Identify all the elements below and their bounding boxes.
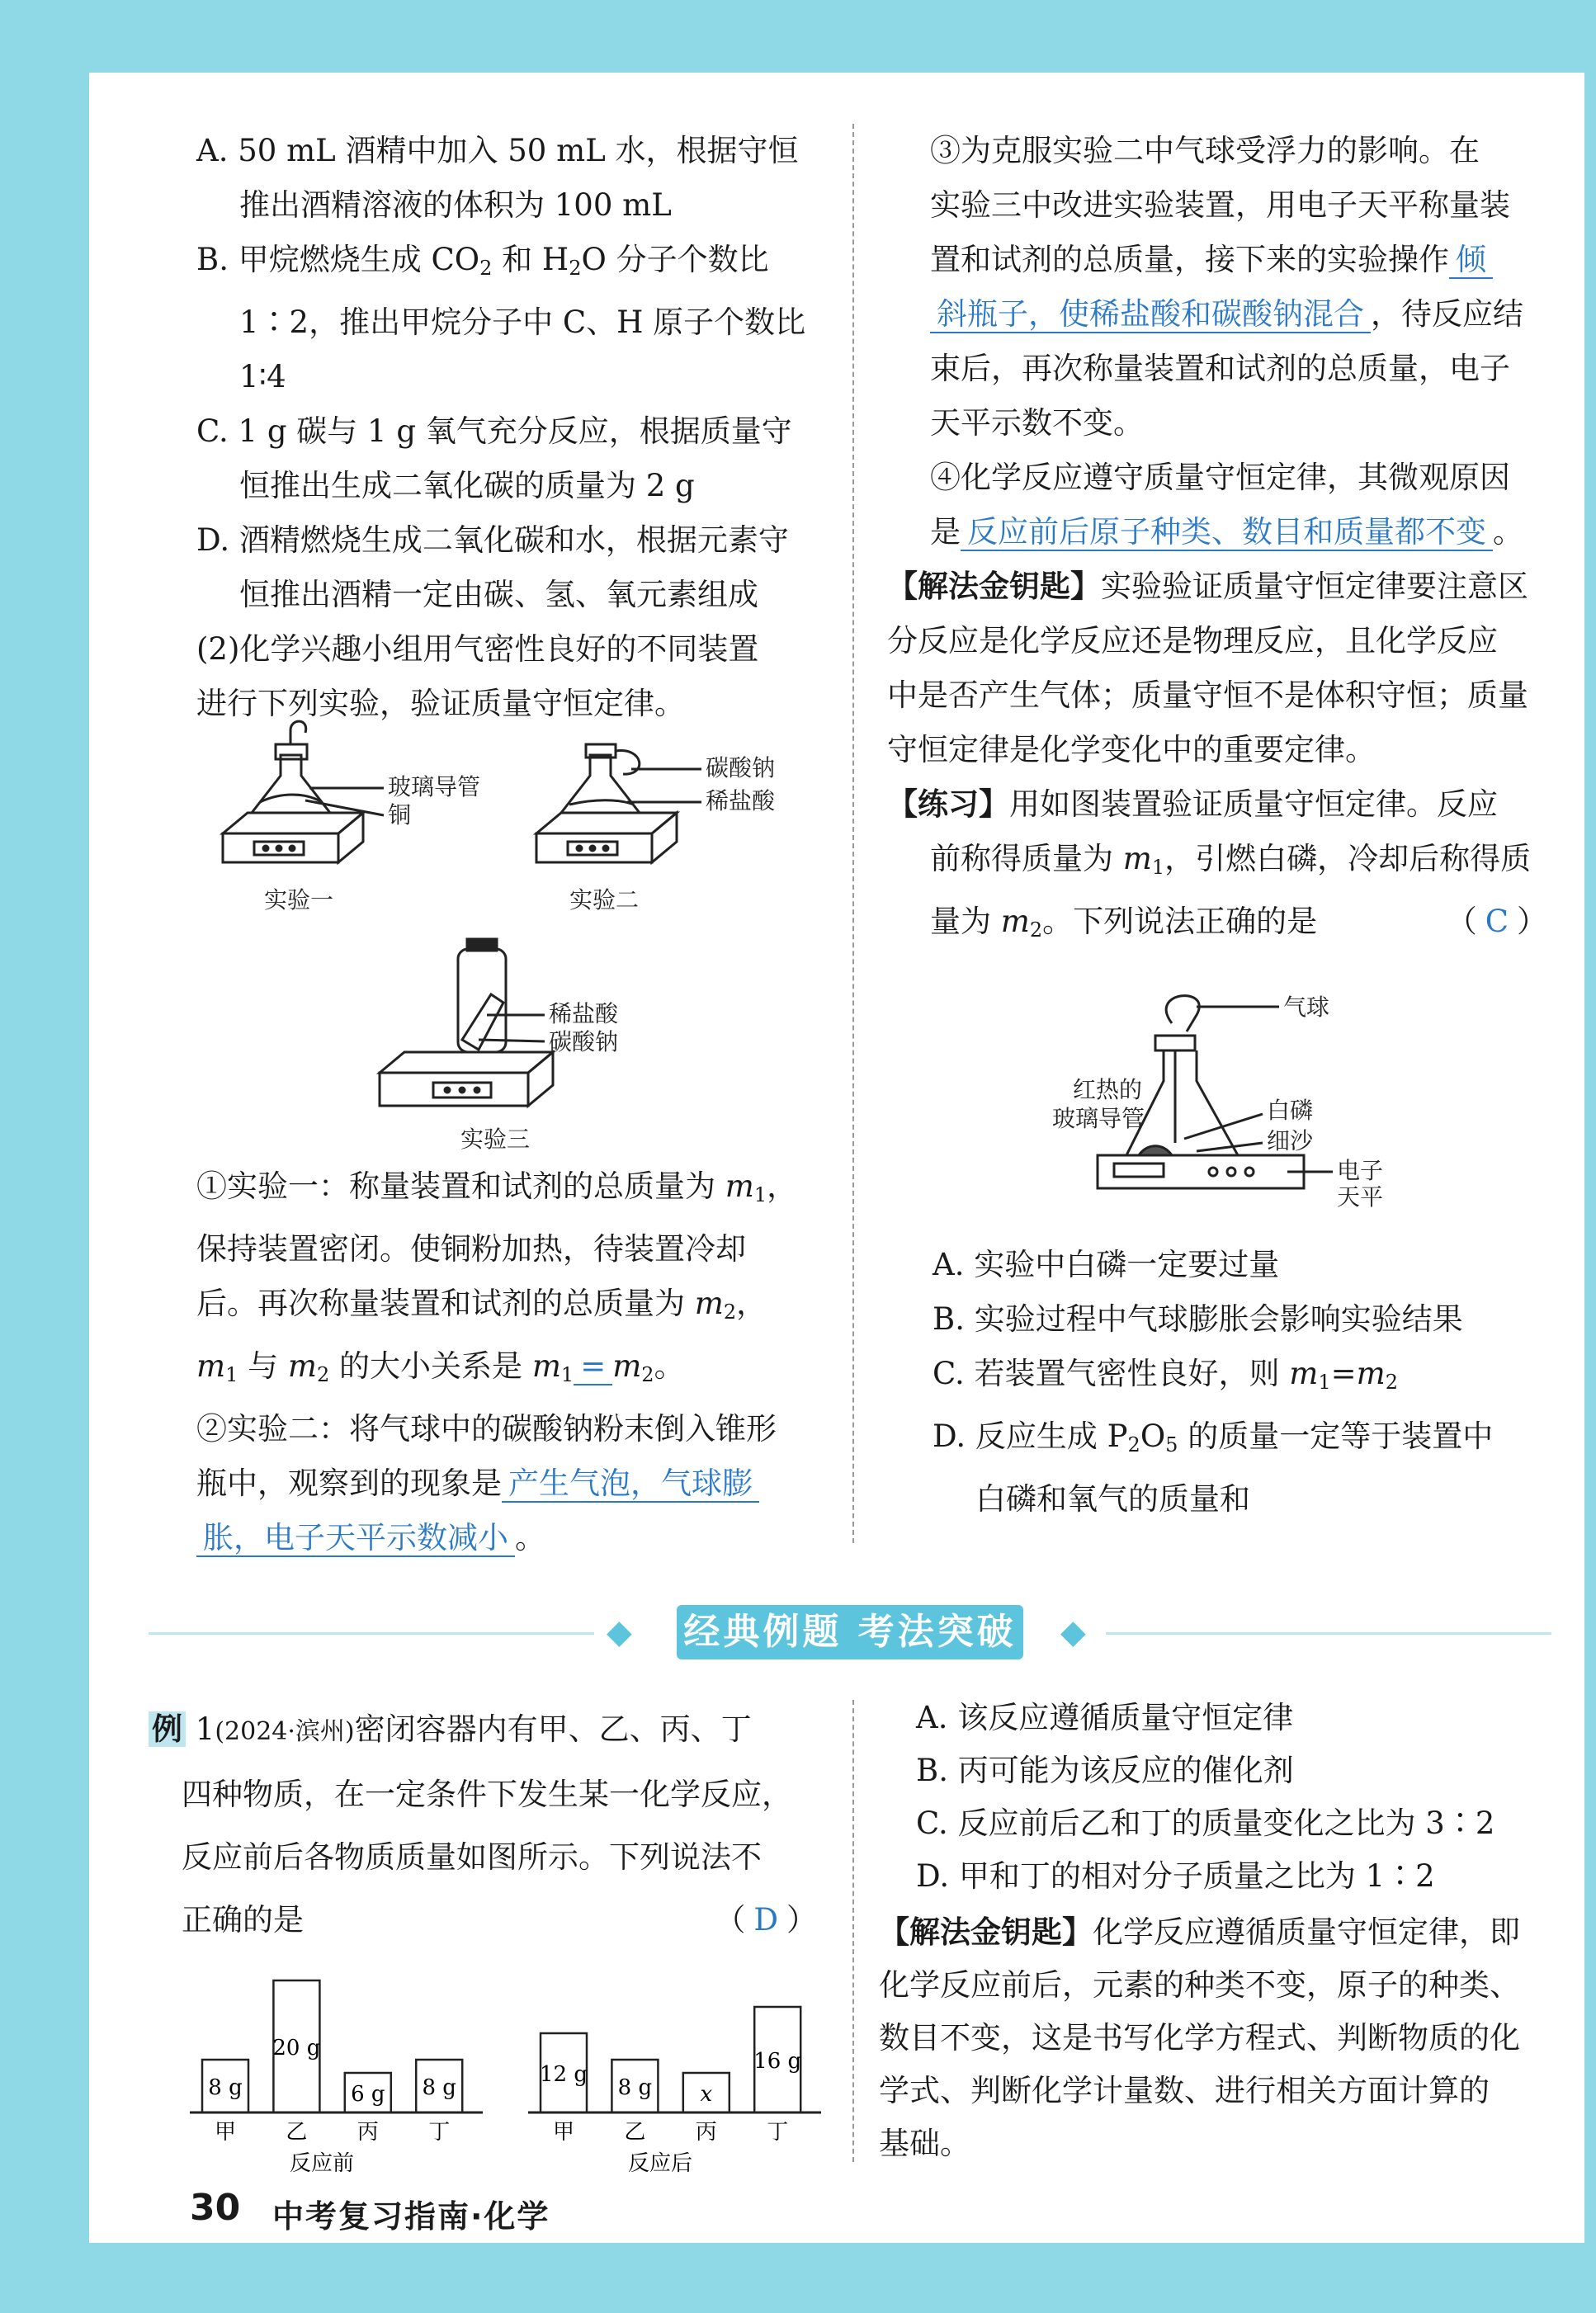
fig3-label-na: 碳酸钠: [549, 1028, 619, 1055]
step1-line2: 保持装置密闭。使铜粉加热，待装置冷却: [196, 1231, 746, 1267]
banner-diamond-left: ◆: [607, 1613, 632, 1651]
chart-data-label: 8 g: [422, 2075, 456, 2100]
step3-line6: 天平示数不变。: [930, 405, 1144, 441]
chart-data-label: 12 g: [540, 2062, 588, 2087]
option-c-line1: C. 1 g 碳与 1 g 氧气充分反应，根据质量守: [196, 413, 792, 449]
left-column: [196, 124, 840, 731]
fig1-label-tube: 玻璃导管: [388, 773, 481, 800]
chart-category-label: 甲: [214, 2120, 237, 2145]
option-a-line1: A. 50 mL 酒精中加入 50 mL 水，根据守恒: [196, 133, 799, 168]
practice-option-d-line1: D. 反应生成 $P_2O_5$ 的质量一定等于装置中: [933, 1418, 1494, 1456]
option-b-line2: 1∶2，推出甲烷分子中 C、H 原子个数比: [239, 304, 806, 340]
experiment-3-figure: [380, 939, 553, 1106]
fig2-caption: 实验二: [569, 886, 640, 913]
answer-step2-part2: 胀，电子天平示数减小: [196, 1520, 515, 1557]
fig4-tube-label1: 红热的: [1073, 1076, 1143, 1103]
example-key-line5: 基础。: [879, 2126, 970, 2161]
example-option-a: A. 该反应遵循质量守恒定律: [916, 1700, 1294, 1735]
practice-line3: 量为 $m_2$。下列说法正确的是 （ C ）: [930, 904, 1547, 942]
example-option-c: C. 反应前后乙和丁的质量变化之比为 3∶2: [916, 1806, 1495, 1841]
step2-line2: 瓶中，观察到的现象是 产生气泡，气球膨: [196, 1456, 840, 1511]
chart-category-label: 乙: [624, 2120, 646, 2145]
fig1-label-cu: 铜: [388, 801, 412, 828]
fig4-p-label: 白磷: [1267, 1097, 1314, 1124]
option-a-line2: 推出酒精溶液的体积为 100 mL: [239, 187, 672, 223]
example-line4: 正确的是 （ D ）: [182, 1902, 817, 1938]
chart-title: 反应前: [289, 2151, 355, 2176]
practice-figure: [1052, 990, 1452, 1238]
chart-category-label: 丁: [428, 2120, 451, 2145]
key-line3: 中是否产生气体；质量守恒不是体积守恒；质量: [887, 677, 1528, 713]
option-d-line2: 恒推出酒精一定由碳、氢、氧元素组成: [239, 577, 758, 612]
page-number: 30: [190, 2187, 241, 2229]
practice-answer: C: [1485, 904, 1509, 939]
step3-line3: 置和试剂的总质量，接下来的实验操作 倾: [887, 233, 1564, 287]
step4-line2: 是 反应前后原子种类、数目和质量都不变 。: [930, 514, 1523, 550]
step4-line1: ④化学反应遵守质量守恒定律，其微观原因: [930, 460, 1510, 495]
example-line1: 例 1(2024·滨州)密闭容器内有甲、乙、丙、丁: [149, 1698, 825, 1763]
step3-line2: 实验三中改进实验装置，用电子天平称量装: [930, 187, 1510, 223]
step2-line3: 胀，电子天平示数减小 。: [196, 1511, 840, 1565]
example-bar-charts: [190, 1947, 833, 2176]
practice-option-a: A. 实验中白磷一定要过量: [933, 1247, 1280, 1282]
example-answer: D: [753, 1902, 778, 1938]
experiment-2-figure: [536, 744, 701, 862]
question-2-line1: (2)化学兴趣小组用气密性良好的不同装置: [196, 631, 759, 667]
fig4-sand-label: 细沙: [1267, 1127, 1314, 1154]
experiment-1-figure: [223, 721, 384, 862]
example-line3: 反应前后各物质质量如图所示。下列说法不: [182, 1839, 762, 1875]
option-c-line2: 恒推出生成二氧化碳的质量为 2 g: [239, 468, 695, 503]
chart-category-label: 丙: [695, 2120, 717, 2145]
banner-diamond-right: ◆: [1060, 1613, 1086, 1651]
step1-line1: ①实验一：称量装置和试剂的总质量为 $m_1$，: [196, 1168, 798, 1206]
chart-data-label: 8 g: [617, 2075, 653, 2100]
example-key-line1: 【解法金钥匙】化学反应遵循质量守恒定律，即: [879, 1914, 1520, 1950]
fig4-balance-label1: 电子: [1337, 1157, 1384, 1184]
step3-line4: 斜瓶子，使稀盐酸和碳酸钠混合 ，待反应结: [887, 287, 1564, 342]
practice-option-d-line2: 白磷和氧气的质量和: [975, 1481, 1250, 1517]
chart-category-label: 丁: [767, 2120, 789, 2145]
section-banner: 经典例题 考法突破: [677, 1605, 1023, 1659]
chart-category-label: 丙: [357, 2120, 379, 2145]
step1-line4: $m_1$ 与 $m_2$ 的大小关系是 $m_1 = m_2$。: [196, 1348, 685, 1386]
fig4-balloon-label: 气球: [1283, 994, 1330, 1021]
fig2-label-na: 碳酸钠: [706, 754, 776, 781]
example-options: [916, 1692, 1568, 1903]
option-d-line1: D. 酒精燃烧生成二氧化碳和水，根据元素守: [196, 522, 789, 558]
key-line1: 【解法金钥匙】实验验证质量守恒定律要注意区: [887, 569, 1528, 604]
step3-line5: 束后，再次称量装置和试剂的总质量，电子: [930, 351, 1510, 386]
practice-line1: 【练习】用如图装置验证质量守恒定律。反应: [887, 786, 1498, 822]
option-b-line3: 1∶4: [239, 359, 286, 394]
step2-line1: ②实验二：将气球中的碳酸钠粉末倒入锥形: [196, 1411, 777, 1447]
fig3-label-hcl: 稀盐酸: [549, 1000, 619, 1027]
fig4-tube-label2: 玻璃导管: [1052, 1105, 1145, 1132]
answer-step3-part2: 斜瓶子，使稀盐酸和碳酸钠混合: [930, 296, 1371, 333]
fig3-caption: 实验三: [460, 1126, 531, 1153]
example-key: [879, 1906, 1564, 2170]
chart-data-label: 16 g: [753, 2049, 802, 2074]
example-tag: 例: [149, 1711, 186, 1747]
chart-title: 反应后: [627, 2151, 693, 2176]
example-option-b: B. 丙可能为该反应的催化剂: [916, 1753, 1294, 1788]
practice-options: [933, 1238, 1576, 1527]
book-title: 中考复习指南·化学: [272, 2198, 550, 2235]
banner-line-right: [1106, 1632, 1551, 1635]
practice-option-c: C. 若装置气密性良好，则 $m_1=m_2$: [933, 1356, 1399, 1394]
fig1-caption: 实验一: [264, 886, 334, 913]
chart-category-label: 乙: [286, 2120, 308, 2145]
answer-step2-part1: 产生气泡，气球膨: [502, 1466, 759, 1503]
banner-line-left: [149, 1632, 594, 1635]
answer-step1: =: [574, 1348, 612, 1385]
chart-data-label: 8 g: [208, 2075, 243, 2100]
step3-line1: ③为克服实验二中气球受浮力的影响。在: [930, 133, 1480, 168]
chart-data-label: x: [700, 2082, 713, 2107]
experiment-figures: [215, 710, 842, 1155]
column-divider: [852, 124, 854, 1543]
chart-category-label: 甲: [552, 2120, 575, 2145]
answer-step3-part1: 倾: [1449, 242, 1493, 279]
example-text: [149, 1698, 825, 1952]
option-b-line1: B. 甲烷燃烧生成 $CO_2$ 和 $H_2O$ 分子个数比: [196, 242, 769, 280]
fig4-balance-label2: 天平: [1337, 1183, 1384, 1211]
chart-data-label: 6 g: [351, 2082, 385, 2107]
example-key-line2: 化学反应前后，元素的种类不变，原子的种类、: [879, 1967, 1520, 2003]
column-divider-lower: [852, 1700, 854, 2162]
fig2-label-hcl: 稀盐酸: [706, 787, 776, 814]
example-line2: 四种物质，在一定条件下发生某一化学反应，: [182, 1777, 792, 1812]
practice-option-b: B. 实验过程中气球膨胀会影响实验结果: [933, 1301, 1463, 1337]
example-option-d: D. 甲和丁的相对分子质量之比为 1∶2: [916, 1858, 1435, 1894]
right-column: [887, 124, 1564, 957]
question-2-line2: 进行下列实验，验证质量守恒定律。: [196, 686, 685, 721]
answer-step4: 反应前后原子种类、数目和质量都不变: [961, 514, 1493, 551]
key-line2: 分反应是化学反应还是物理反应，且化学反应: [887, 623, 1498, 658]
example-key-line4: 学式、判断化学计量数、进行相关方面计算的: [879, 2073, 1490, 2108]
practice-line2: 前称得质量为 $m_1$，引燃白磷，冷却后称得质: [930, 841, 1532, 879]
chart-data-label: 20 g: [272, 2036, 321, 2060]
left-column-lower: [196, 1159, 840, 1565]
example-key-line3: 数目不变，这是书写化学方程式、判断物质的化: [879, 2020, 1520, 2056]
key-line4: 守恒定律是化学变化中的重要定律。: [887, 732, 1376, 767]
step1-line3: 后。再次称量装置和试剂的总质量为 $m_2$，: [196, 1286, 767, 1324]
